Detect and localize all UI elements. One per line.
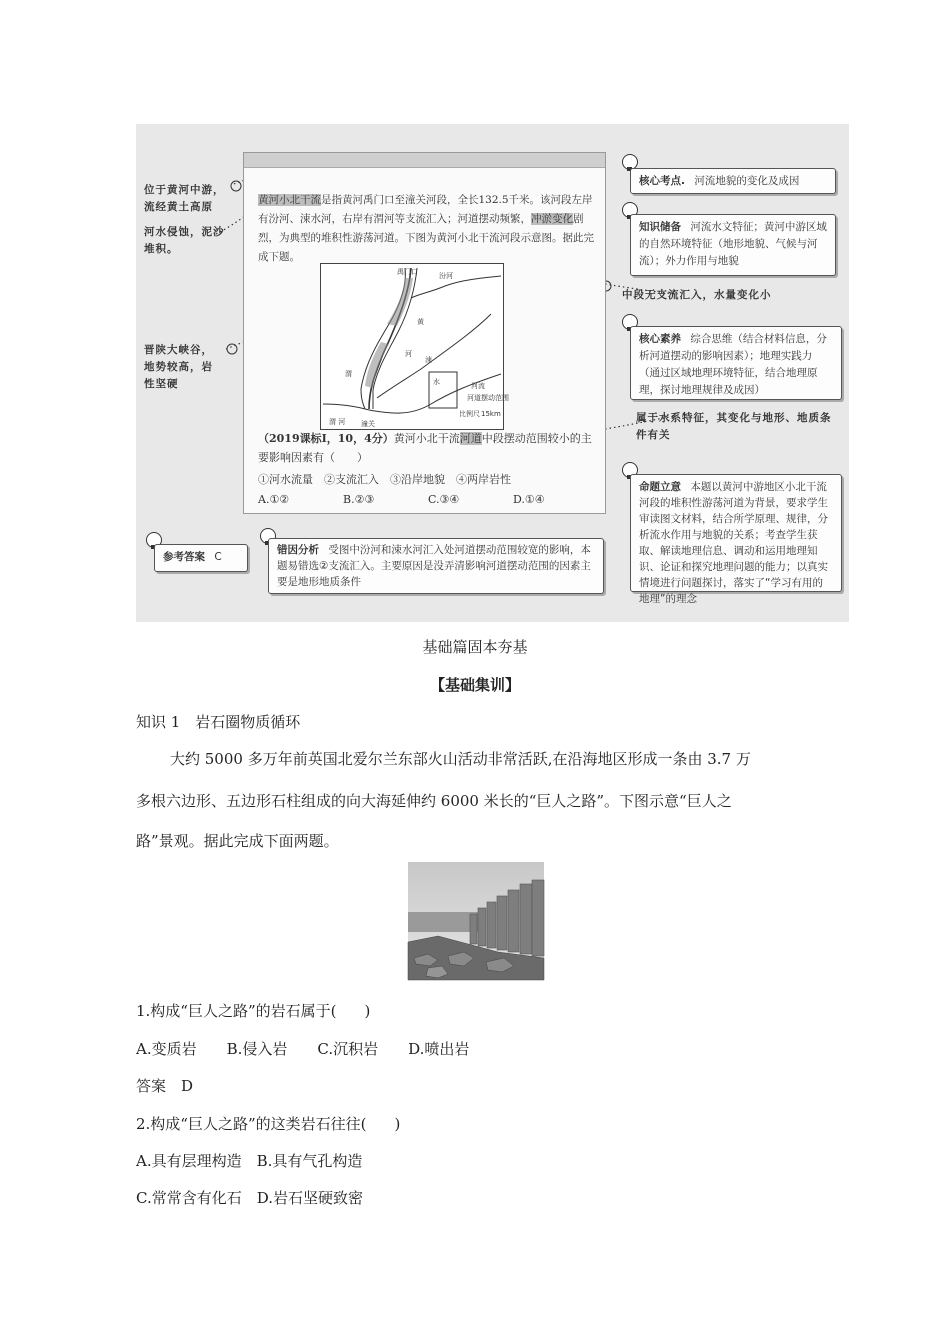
question-1-text: 1.构成“巨人之路”的岩石属于(: [136, 1002, 337, 1020]
knowledge-card: [630, 214, 836, 276]
question-source: （2019课标Ⅰ，10，4分）: [258, 432, 394, 445]
question-1-answer: 答案 D: [136, 1077, 194, 1095]
passage-highlight-1: 黄河小北干流: [258, 194, 321, 206]
knowledge-label: 知识储备: [639, 221, 681, 233]
passage-highlight-2: 冲淤变化: [531, 213, 573, 225]
literacy-text: 综合思维（结合材料信息，分析河道摆动的影响因素）；地理实践力（通过区域地理环境特征，结合地理原理，探讨地理规律及成因）: [639, 333, 827, 396]
core-point-text: 河流地貌的变化及成因: [694, 175, 800, 187]
answer-value: C: [214, 551, 222, 563]
question-stem-highlight: 河道: [459, 432, 482, 445]
question-stem-post: 中段摆动范围较小的主要影响因素有: [258, 432, 592, 464]
core-literacy-card: [630, 326, 842, 400]
question-paren: （ ）: [324, 451, 368, 464]
left-note-erosion: 河水侵蚀，泥沙堆积。: [144, 226, 225, 255]
exam-question-page: [243, 152, 606, 514]
option-b: B.②③: [343, 493, 375, 506]
map-legend-river: 河流: [471, 382, 485, 390]
question-2-text: 2.构成“巨人之路”的这类岩石往往(: [136, 1115, 367, 1133]
subsection-title: 【基础集训】: [429, 676, 520, 694]
option-d: D.①④: [513, 493, 545, 506]
question-factors: ①河水流量 ②支流汇入 ③沿岸地貌 ④两岸岩性: [258, 473, 511, 486]
map-label-top: 禹门口: [397, 268, 418, 276]
mid-section-note: 中段无支流汇入，水量变化小: [622, 289, 772, 301]
literacy-label: 核心素养: [639, 333, 681, 345]
question-2-options-row-2: C.常常含有化石 D.岩石坚硬致密: [136, 1189, 363, 1207]
intent-text: 本题以黄河中游地区小北干流河段的堆积性游荡河道为背景，要求学生审读图文材料，结合所学原理、规律，分析流水作用与地貌的关系；考查学生获取、解读地理信息、调动和运用地理知识、论证和探究地理问题的能力；以真实情境进行问题探讨，落实了“学习有用的地理”的理念: [639, 481, 828, 605]
left-note-canyon: 晋陕大峡谷，地势较高，岩性坚硬: [144, 344, 213, 390]
question-intent-card: [630, 474, 842, 605]
question-2-stem: [136, 1113, 400, 1134]
question-1-stem: [136, 1000, 370, 1021]
map-legend-swing: 河道摆动范围: [467, 394, 509, 402]
question-options: [258, 493, 598, 506]
map-label-wei-he: 渭 河: [329, 418, 346, 426]
option-c: C.③④: [428, 493, 460, 506]
map-label-fen: 汾河: [439, 272, 453, 280]
intro-line-1: 大约 5000 多万年前英国北爱尔兰东部火山活动非常活跃,在沿海地区形成一条由 3.7 万: [170, 750, 751, 768]
map-label-tongguan: 潼关: [361, 420, 375, 428]
error-analysis-card: [268, 538, 604, 594]
reference-answer-card: [154, 544, 248, 572]
core-point-card: [630, 168, 836, 194]
intro-line-2: 多根六边形、五边形石柱组成的向大海延伸约 6000 米长的“巨人之路”。下图示意“巨人之: [136, 792, 732, 810]
question-stem-pre: 黄河小北干流: [393, 432, 460, 445]
giants-causeway-photo: [408, 862, 544, 980]
river-map-drawing: [321, 264, 509, 429]
question-stem: [258, 429, 598, 467]
left-note-middle-reaches: 位于黄河中游，流经黄土高原: [144, 184, 225, 213]
intent-label: 命题立意: [639, 481, 681, 493]
water-system-note: 属于水系特征，其变化与地形、地质条件有关: [636, 412, 832, 441]
question-2-close: ): [394, 1115, 401, 1133]
knowledge-heading: 知识 1 岩石圈物质循环: [136, 713, 301, 731]
question-1-close: ): [364, 1002, 371, 1020]
question-1-options: A.变质岩 B.侵入岩 C.沉积岩 D.喷出岩: [136, 1040, 470, 1058]
passage-text-2: 剧烈，为典型的堆积性游荡河道。下图为黄河小北干流河段示意图。据此完成下题。: [258, 213, 594, 263]
river-map: [320, 263, 509, 430]
page-header-bar: [244, 153, 605, 168]
map-label-shui: 水: [433, 378, 440, 386]
passage: [258, 191, 598, 267]
option-a: A.①②: [258, 493, 290, 506]
core-point-label: 核心考点.: [639, 175, 685, 187]
answer-label: 参考答案: [163, 551, 205, 563]
error-analysis-label: 错因分析: [277, 544, 319, 556]
error-analysis-text: 受图中汾河和涑水河汇入处河道摆动范围较宽的影响，本题易错选②支流汇入。主要原因是没弄清影响河道摆动范围的因素主要是地形地质条件: [277, 544, 591, 588]
map-label-wei: 渭: [345, 370, 352, 378]
map-label-huang: 黄: [417, 318, 424, 326]
knowledge-text: 河流水文特征；黄河中游区域的自然环境特征（地形地貌、气候与河流）；外力作用与地貌: [639, 221, 827, 267]
passage-text-1: 是指黄河禹门口至潼关河段，全长132.5千米。该河段左岸有汾河、涑水河，右岸有渭河等支流汇入；河道摆动频繁，: [258, 194, 593, 225]
map-label-su: 涑: [425, 356, 432, 364]
photo-drawing: [408, 862, 544, 980]
intro-line-3: 路”景观。据此完成下面两题。: [136, 832, 339, 850]
map-label-he: 河: [405, 350, 412, 358]
map-scale-label: 比例尺: [459, 410, 480, 418]
question-2-options-row-1: A.具有层理构造 B.具有气孔构造: [136, 1152, 363, 1170]
section-title: 基础篇固本夯基: [422, 638, 528, 656]
map-scale-value: 15km: [481, 410, 501, 418]
